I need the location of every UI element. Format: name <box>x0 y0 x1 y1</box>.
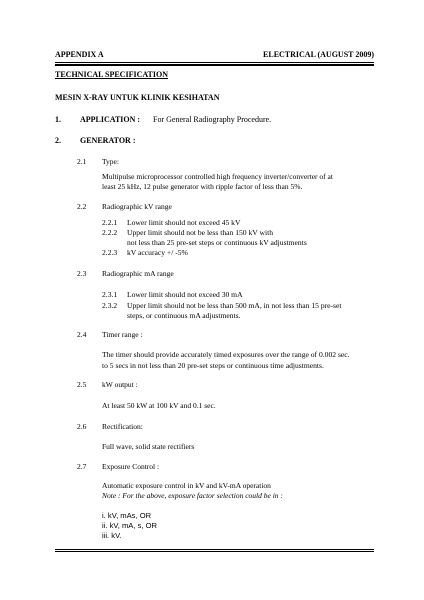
spec-title: TECHNICAL SPECIFICATION <box>55 70 168 79</box>
header-rule-thick <box>55 64 374 66</box>
item-2-4-body: to 5 secs in not less than 20 pre-set steps or continuous time adjustments. <box>102 361 324 370</box>
item-2-2-number: 2.2 <box>77 202 87 211</box>
item-2-5-title: kW output : <box>102 380 138 389</box>
section-1-text: For General Radiography Procedure. <box>153 115 272 124</box>
item-2-1-body: least 25 kHz, 12 pulse generator with ripple factor of less than 5%. <box>102 182 303 191</box>
subitem-2-3-1-text: Lower limit should not exceed 30 mA <box>127 290 243 299</box>
subitem-2-2-1-number: 2.2.1 <box>102 218 118 227</box>
subitem-2-3-2-number: 2.3.2 <box>102 301 118 310</box>
subitem-2-2-2-text: not less than 25 pre-set steps or continuous kV adjustments <box>127 238 307 247</box>
item-2-7-option: ii. kV, mA, s, OR <box>102 521 157 530</box>
subitem-2-2-3-number: 2.2.3 <box>102 248 118 257</box>
subitem-2-3-1-number: 2.3.1 <box>102 290 118 299</box>
item-2-6-number: 2.6 <box>77 422 87 431</box>
item-2-7-option: i. kV, mAs, OR <box>102 511 152 520</box>
subitem-2-2-2-number: 2.2.2 <box>102 228 118 237</box>
subitem-2-2-2-text: Upper limit should not be less than 150 kV with <box>127 228 274 237</box>
section-2-heading: GENERATOR : <box>80 136 136 145</box>
item-2-3-number: 2.3 <box>77 269 87 278</box>
subitem-2-2-3-text: kV accuracy +/ -5% <box>127 248 188 257</box>
header-rule-thin <box>55 62 374 63</box>
item-2-7-note: Note : For the above, exposure factor selection could be in : <box>102 491 283 500</box>
subitem-2-2-1-text: Lower limit should not exceed 45 kV <box>127 218 241 227</box>
subitem-2-3-2-text: Upper limit should not be less than 500 mA, in not less than 15 pre-set <box>127 301 342 310</box>
subitem-2-3-2-text: steps, or continuous mA adjustments. <box>127 311 241 320</box>
header-left: APPENDIX A <box>55 50 104 59</box>
item-2-6-title: Rectification: <box>102 422 143 431</box>
item-2-5-body: At least 50 kW at 100 kV and 0.1 sec. <box>102 401 216 410</box>
header-right: ELECTRICAL (AUGUST 2009) <box>263 50 374 59</box>
item-2-1-body: Multipulse microprocessor controlled high frequency inverter/converter of at <box>102 172 333 181</box>
item-2-3-title: Radiographic mA range <box>102 269 174 278</box>
item-2-2-title: Radiographic kV range <box>102 202 172 211</box>
item-2-7-body: Automatic exposure control in kV and kV-mA operation <box>102 481 271 490</box>
item-2-4-number: 2.4 <box>77 330 87 339</box>
item-2-1-title: Type: <box>102 157 119 166</box>
item-2-7-title: Exposure Control : <box>102 462 160 471</box>
section-2-number: 2. <box>55 136 61 145</box>
item-2-5-number: 2.5 <box>77 380 87 389</box>
section-1-heading: APPLICATION : <box>80 115 141 124</box>
item-2-6-body: Full wave, solid state rectifiers <box>102 442 195 451</box>
item-2-4-title: Timer range : <box>102 330 143 339</box>
doc-title: MESIN X-RAY UNTUK KLINIK KESIHATAN <box>55 93 220 102</box>
footer-rule-bottom <box>55 551 374 552</box>
item-2-1-number: 2.1 <box>77 157 87 166</box>
section-1-number: 1. <box>55 115 61 124</box>
item-2-4-body: The timer should provide accurately timed exposures over the range of 0.002 sec. <box>102 350 350 359</box>
item-2-7-number: 2.7 <box>77 462 87 471</box>
footer-rule-top <box>55 549 374 550</box>
item-2-7-option: iii. kV. <box>102 531 122 540</box>
